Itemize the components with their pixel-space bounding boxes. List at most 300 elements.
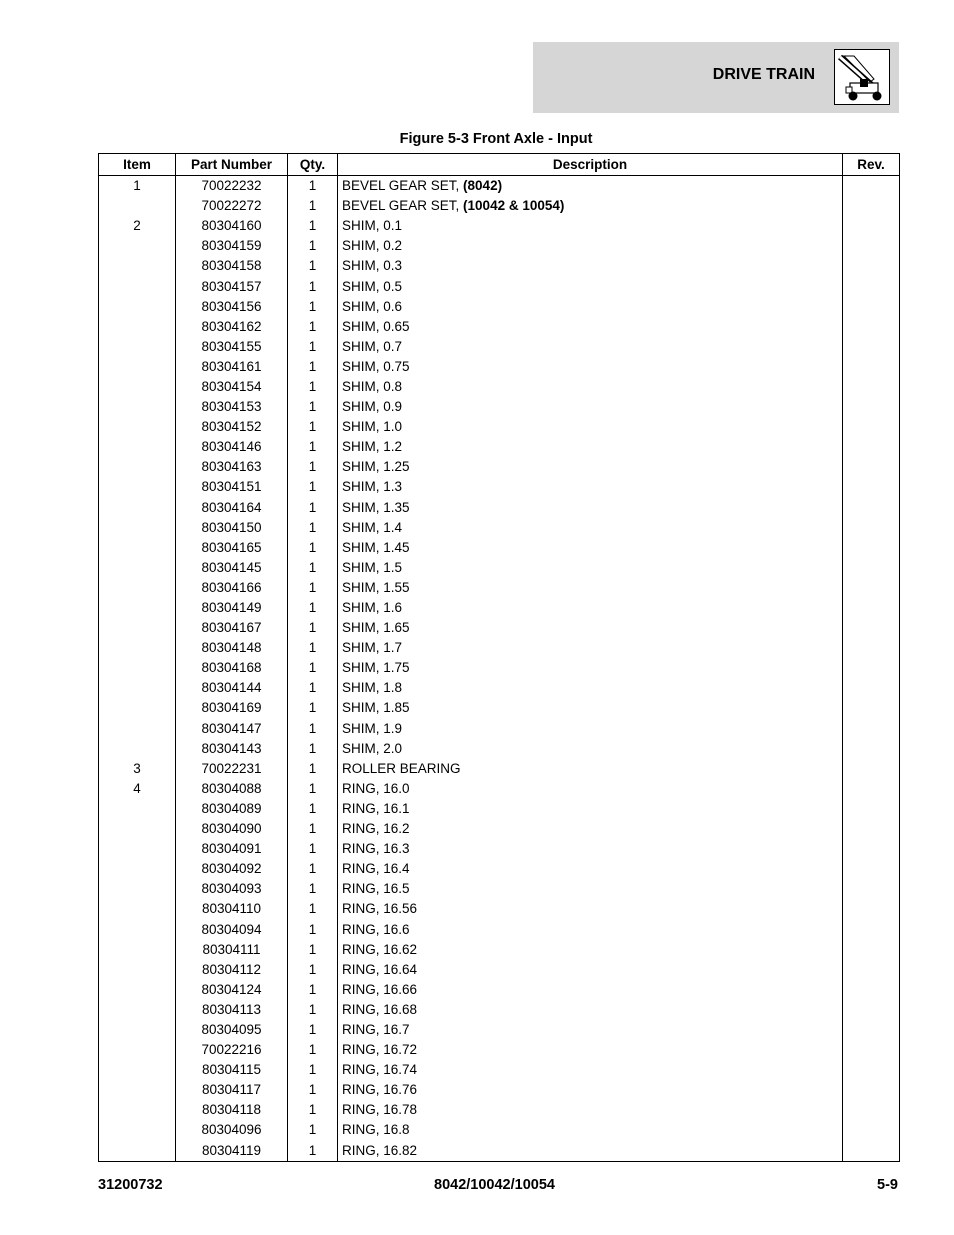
cell-qty: 1 [288, 1120, 338, 1140]
cell-rev [843, 1020, 900, 1040]
description-text: RING, 16.3 [342, 841, 410, 857]
table-row [99, 578, 900, 598]
cell-part-number: 80304096 [176, 1120, 288, 1140]
cell-qty: 1 [288, 216, 338, 236]
cell-rev [843, 658, 900, 678]
table-row [99, 518, 900, 538]
cell-item [99, 1080, 176, 1100]
table-row [99, 839, 900, 859]
cell-qty: 1 [288, 558, 338, 578]
footer-doc-number: 31200732 [98, 1177, 163, 1193]
table-row [99, 598, 900, 618]
description-text: ROLLER BEARING [342, 760, 461, 776]
cell-qty: 1 [288, 457, 338, 477]
cell-part-number: 80304164 [176, 498, 288, 518]
cell-part-number: 80304115 [176, 1060, 288, 1080]
table-row [99, 960, 900, 980]
description-text: RING, 16.76 [342, 1082, 418, 1098]
description-text: SHIM, 0.3 [342, 258, 403, 274]
cell-description [338, 498, 843, 518]
cell-qty: 1 [288, 578, 338, 598]
table-row [99, 256, 900, 276]
cell-rev [843, 879, 900, 899]
cell-qty: 1 [288, 1040, 338, 1060]
cell-part-number: 80304160 [176, 216, 288, 236]
cell-item [99, 1020, 176, 1040]
description-text: RING, 16.1 [342, 800, 410, 816]
cell-rev [843, 919, 900, 939]
table-row [99, 477, 900, 497]
table-row [99, 899, 900, 919]
cell-rev [843, 437, 900, 457]
cell-part-number: 80304154 [176, 377, 288, 397]
cell-rev [843, 558, 900, 578]
description-text: RING, 16.0 [342, 780, 410, 796]
cell-rev [843, 940, 900, 960]
cell-item [99, 297, 176, 317]
cell-item [99, 538, 176, 558]
cell-qty: 1 [288, 1000, 338, 1020]
cell-part-number: 80304167 [176, 618, 288, 638]
column-header-rev: Rev. [843, 154, 900, 176]
cell-description [338, 698, 843, 718]
table-row [99, 1080, 900, 1100]
table-row [99, 678, 900, 698]
cell-part-number: 80304162 [176, 317, 288, 337]
cell-description [338, 337, 843, 357]
table-row [99, 498, 900, 518]
cell-part-number: 80304112 [176, 960, 288, 980]
table-row [99, 638, 900, 658]
table-row [99, 919, 900, 939]
description-text: BEVEL GEAR SET, [342, 178, 464, 194]
cell-part-number: 80304148 [176, 638, 288, 658]
table-row [99, 357, 900, 377]
cell-qty: 1 [288, 176, 338, 197]
cell-qty: 1 [288, 899, 338, 919]
cell-description [338, 256, 843, 276]
table-row [99, 558, 900, 578]
cell-part-number: 80304156 [176, 297, 288, 317]
cell-qty: 1 [288, 337, 338, 357]
cell-item [99, 377, 176, 397]
description-text: RING, 16.72 [342, 1042, 418, 1058]
description-text: RING, 16.4 [342, 861, 410, 877]
cell-qty: 1 [288, 759, 338, 779]
cell-item [99, 879, 176, 899]
cell-rev [843, 457, 900, 477]
description-text: SHIM, 1.8 [342, 680, 403, 696]
cell-part-number: 80304118 [176, 1100, 288, 1120]
cell-rev [843, 1100, 900, 1120]
cell-item [99, 1040, 176, 1060]
cell-part-number: 80304165 [176, 538, 288, 558]
table-row [99, 417, 900, 437]
cell-item: 1 [99, 176, 176, 197]
cell-qty: 1 [288, 779, 338, 799]
cell-rev [843, 1000, 900, 1020]
table-row [99, 759, 900, 779]
description-text: SHIM, 1.65 [342, 620, 410, 636]
cell-rev [843, 256, 900, 276]
cell-item [99, 477, 176, 497]
cell-item: 2 [99, 216, 176, 236]
cell-part-number: 80304151 [176, 477, 288, 497]
cell-qty: 1 [288, 940, 338, 960]
description-text: SHIM, 1.25 [342, 459, 410, 475]
cell-part-number: 80304111 [176, 940, 288, 960]
cell-item [99, 839, 176, 859]
cell-qty: 1 [288, 980, 338, 1000]
cell-qty: 1 [288, 377, 338, 397]
cell-part-number: 80304159 [176, 236, 288, 256]
cell-description [338, 759, 843, 779]
description-text: SHIM, 1.9 [342, 720, 403, 736]
table-row [99, 337, 900, 357]
cell-description [338, 518, 843, 538]
cell-description [338, 1100, 843, 1120]
cell-rev [843, 578, 900, 598]
cell-item [99, 196, 176, 216]
cell-part-number: 80304145 [176, 558, 288, 578]
cell-part-number: 70022231 [176, 759, 288, 779]
cell-rev [843, 236, 900, 256]
cell-rev [843, 297, 900, 317]
cell-rev [843, 1040, 900, 1060]
cell-item: 3 [99, 759, 176, 779]
cell-description [338, 1040, 843, 1060]
cell-part-number: 80304168 [176, 658, 288, 678]
cell-part-number: 80304089 [176, 799, 288, 819]
cell-description [338, 578, 843, 598]
cell-part-number: 80304147 [176, 719, 288, 739]
cell-item [99, 498, 176, 518]
cell-qty: 1 [288, 196, 338, 216]
cell-rev [843, 799, 900, 819]
description-text: SHIM, 0.9 [342, 399, 403, 415]
table-row [99, 940, 900, 960]
description-text: SHIM, 0.7 [342, 338, 403, 354]
cell-part-number: 80304155 [176, 337, 288, 357]
cell-item [99, 256, 176, 276]
cell-item [99, 859, 176, 879]
description-text: RING, 16.78 [342, 1102, 418, 1118]
table-row [99, 779, 900, 799]
cell-rev [843, 276, 900, 296]
cell-rev [843, 357, 900, 377]
table-body [99, 176, 900, 1162]
description-text: RING, 16.82 [342, 1142, 418, 1158]
cell-item [99, 678, 176, 698]
cell-qty: 1 [288, 698, 338, 718]
cell-item [99, 518, 176, 538]
cell-description [338, 819, 843, 839]
cell-part-number: 80304150 [176, 518, 288, 538]
cell-description [338, 940, 843, 960]
cell-description [338, 719, 843, 739]
cell-qty: 1 [288, 618, 338, 638]
cell-description [338, 377, 843, 397]
cell-qty: 1 [288, 739, 338, 759]
cell-description [338, 799, 843, 819]
description-model-note: (8042) [463, 178, 503, 194]
cell-rev [843, 538, 900, 558]
cell-part-number: 80304166 [176, 578, 288, 598]
cell-rev [843, 1141, 900, 1162]
description-text: BEVEL GEAR SET, [342, 198, 464, 214]
footer-models: 8042/10042/10054 [434, 1177, 555, 1193]
cell-qty: 1 [288, 1060, 338, 1080]
table-row [99, 819, 900, 839]
description-text: SHIM, 1.6 [342, 600, 403, 616]
cell-qty: 1 [288, 538, 338, 558]
cell-rev [843, 477, 900, 497]
cell-description [338, 1020, 843, 1040]
cell-qty: 1 [288, 1020, 338, 1040]
table-row [99, 377, 900, 397]
cell-description [338, 1000, 843, 1020]
cell-item [99, 799, 176, 819]
description-text: SHIM, 0.75 [342, 358, 410, 374]
description-text: RING, 16.2 [342, 821, 410, 837]
cell-description [338, 839, 843, 859]
description-text: RING, 16.74 [342, 1062, 418, 1078]
cell-part-number: 80304117 [176, 1080, 288, 1100]
cell-qty: 1 [288, 297, 338, 317]
cell-qty: 1 [288, 819, 338, 839]
cell-description [338, 357, 843, 377]
cell-item [99, 1000, 176, 1020]
cell-item [99, 658, 176, 678]
cell-qty: 1 [288, 397, 338, 417]
cell-item [99, 276, 176, 296]
cell-item [99, 357, 176, 377]
description-text: SHIM, 1.7 [342, 640, 403, 656]
cell-part-number: 80304163 [176, 457, 288, 477]
cell-description [338, 216, 843, 236]
cell-item [99, 739, 176, 759]
cell-part-number: 80304092 [176, 859, 288, 879]
cell-description [338, 397, 843, 417]
cell-description [338, 638, 843, 658]
cell-qty: 1 [288, 357, 338, 377]
cell-item [99, 698, 176, 718]
cell-rev [843, 819, 900, 839]
table-row [99, 397, 900, 417]
cell-description [338, 980, 843, 1000]
cell-rev [843, 498, 900, 518]
cell-description [338, 1080, 843, 1100]
description-text: SHIM, 0.5 [342, 278, 403, 294]
cell-description [338, 1120, 843, 1140]
cell-qty: 1 [288, 417, 338, 437]
description-text: SHIM, 1.0 [342, 419, 403, 435]
description-text: SHIM, 0.1 [342, 218, 403, 234]
cell-rev [843, 337, 900, 357]
table-row [99, 176, 900, 197]
table-row [99, 317, 900, 337]
cell-rev [843, 1120, 900, 1140]
cell-qty: 1 [288, 256, 338, 276]
cell-part-number: 70022232 [176, 176, 288, 197]
cell-part-number: 80304113 [176, 1000, 288, 1020]
table-row [99, 276, 900, 296]
cell-description [338, 538, 843, 558]
cell-rev [843, 196, 900, 216]
cell-part-number: 70022272 [176, 196, 288, 216]
cell-description [338, 779, 843, 799]
cell-rev [843, 859, 900, 879]
description-text: RING, 16.5 [342, 881, 410, 897]
cell-item [99, 719, 176, 739]
cell-description [338, 417, 843, 437]
cell-item [99, 960, 176, 980]
cell-rev [843, 719, 900, 739]
table-row [99, 216, 900, 236]
column-header-qty: Qty. [288, 154, 338, 176]
cell-description [338, 658, 843, 678]
cell-rev [843, 839, 900, 859]
section-header-tab [533, 42, 899, 113]
cell-item [99, 558, 176, 578]
cell-qty: 1 [288, 477, 338, 497]
cell-rev [843, 759, 900, 779]
description-text: SHIM, 0.65 [342, 318, 410, 334]
cell-qty: 1 [288, 598, 338, 618]
cell-description [338, 236, 843, 256]
table-row [99, 1040, 900, 1060]
table-row [99, 799, 900, 819]
table-row [99, 437, 900, 457]
cell-description [338, 457, 843, 477]
cell-rev [843, 1080, 900, 1100]
figure-title: Figure 5-3 Front Axle - Input [399, 131, 593, 147]
description-text: SHIM, 0.8 [342, 378, 403, 394]
cell-rev [843, 518, 900, 538]
description-text: SHIM, 1.5 [342, 559, 403, 575]
column-header-item: Item [99, 154, 176, 176]
cell-description [338, 1141, 843, 1162]
cell-item [99, 1060, 176, 1080]
table-row [99, 457, 900, 477]
table-row [99, 618, 900, 638]
cell-description [338, 1060, 843, 1080]
cell-part-number: 80304169 [176, 698, 288, 718]
cell-item [99, 417, 176, 437]
cell-part-number: 80304161 [176, 357, 288, 377]
cell-qty: 1 [288, 799, 338, 819]
cell-description [338, 899, 843, 919]
description-text: SHIM, 2.0 [342, 740, 403, 756]
cell-description [338, 598, 843, 618]
cell-rev [843, 980, 900, 1000]
cell-part-number: 80304124 [176, 980, 288, 1000]
description-text: RING, 16.6 [342, 921, 410, 937]
description-text: RING, 16.66 [342, 981, 418, 997]
cell-rev [843, 176, 900, 197]
cell-rev [843, 417, 900, 437]
table-row [99, 980, 900, 1000]
cell-rev [843, 698, 900, 718]
table-header-row [99, 154, 900, 176]
table-row [99, 236, 900, 256]
cell-qty: 1 [288, 658, 338, 678]
cell-description [338, 678, 843, 698]
cell-item [99, 578, 176, 598]
cell-item [99, 980, 176, 1000]
cell-item [99, 337, 176, 357]
cell-rev [843, 779, 900, 799]
cell-rev [843, 638, 900, 658]
cell-part-number: 80304088 [176, 779, 288, 799]
cell-qty: 1 [288, 960, 338, 980]
description-text: RING, 16.68 [342, 1001, 418, 1017]
cell-item [99, 618, 176, 638]
cell-part-number: 80304093 [176, 879, 288, 899]
cell-part-number: 80304091 [176, 839, 288, 859]
cell-part-number: 70022216 [176, 1040, 288, 1060]
table-row [99, 538, 900, 558]
description-text: RING, 16.64 [342, 961, 418, 977]
cell-qty: 1 [288, 719, 338, 739]
description-text: RING, 16.56 [342, 901, 418, 917]
table-row [99, 859, 900, 879]
parts-table [98, 153, 900, 1162]
description-text: SHIM, 0.2 [342, 238, 403, 254]
cell-part-number: 80304152 [176, 417, 288, 437]
cell-qty: 1 [288, 236, 338, 256]
cell-item [99, 317, 176, 337]
cell-item [99, 1120, 176, 1140]
cell-part-number: 80304094 [176, 919, 288, 939]
cell-qty: 1 [288, 859, 338, 879]
column-header-part-number: Part Number [176, 154, 288, 176]
cell-rev [843, 960, 900, 980]
cell-item: 4 [99, 779, 176, 799]
cell-rev [843, 1060, 900, 1080]
description-text: RING, 16.7 [342, 1021, 410, 1037]
cell-part-number: 80304158 [176, 256, 288, 276]
cell-item [99, 819, 176, 839]
description-text: SHIM, 1.3 [342, 479, 403, 495]
cell-item [99, 457, 176, 477]
section-title: DRIVE TRAIN [712, 66, 815, 83]
cell-description [338, 176, 843, 197]
cell-qty: 1 [288, 317, 338, 337]
cell-part-number: 80304146 [176, 437, 288, 457]
cell-qty: 1 [288, 276, 338, 296]
cell-description [338, 919, 843, 939]
description-model-note: (10042 & 10054) [463, 198, 565, 214]
cell-rev [843, 216, 900, 236]
cell-qty: 1 [288, 638, 338, 658]
cell-rev [843, 317, 900, 337]
cell-item [99, 598, 176, 618]
cell-item [99, 437, 176, 457]
cell-qty: 1 [288, 498, 338, 518]
cell-qty: 1 [288, 518, 338, 538]
table-row [99, 1020, 900, 1040]
cell-item [99, 1100, 176, 1120]
cell-description [338, 437, 843, 457]
description-text: SHIM, 1.85 [342, 700, 410, 716]
cell-part-number: 80304090 [176, 819, 288, 839]
cell-item [99, 638, 176, 658]
cell-part-number: 80304143 [176, 739, 288, 759]
table-row [99, 658, 900, 678]
cell-qty: 1 [288, 879, 338, 899]
cell-qty: 1 [288, 1141, 338, 1162]
